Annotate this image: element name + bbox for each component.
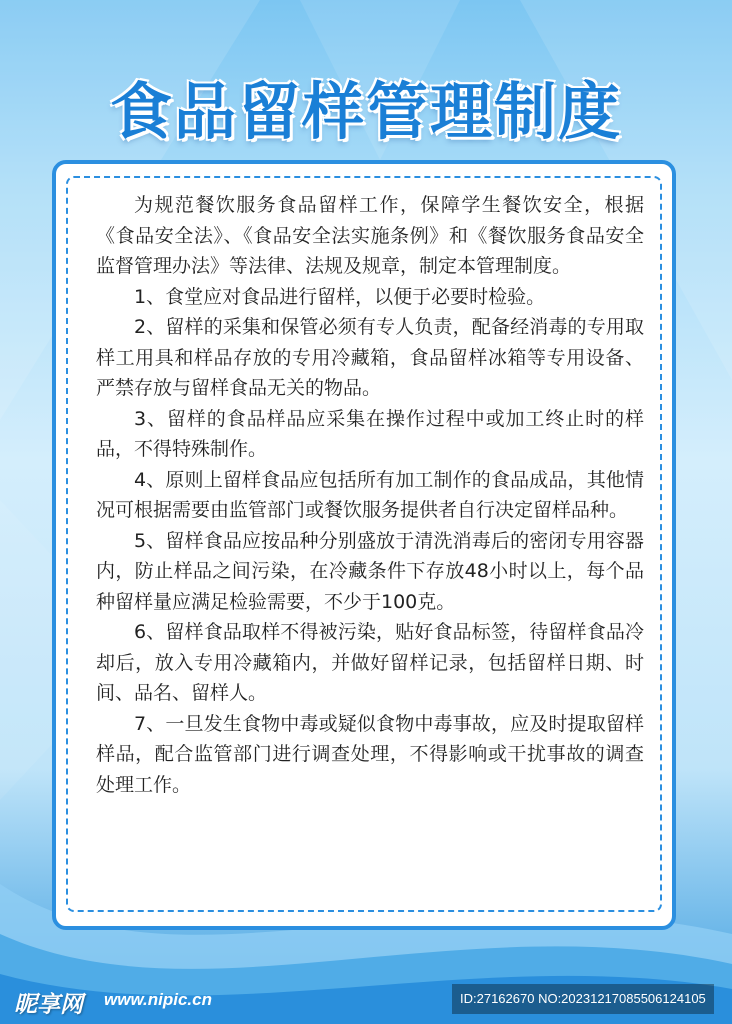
rule-item: 2、留样的采集和保管必须有专人负责，配备经消毒的专用取样工用具和样品存放的专用冷藏箱，食品留样冰箱等专用设备、严禁存放与留样食品无关的物品。 [96, 316, 644, 399]
site-logo: 昵享网 [14, 992, 83, 1018]
watermark-footer [0, 978, 732, 1024]
site-url: www.nipic.cn [104, 990, 212, 1009]
rule-item: 6、留样食品取样不得被污染，贴好食品标签，待留样食品冷却后，放入专用冷藏箱内，并做好留样记录，包括留样日期、时间、品名、留样人。 [96, 621, 644, 704]
regulation-text [96, 190, 644, 800]
rule-item: 5、留样食品应按品种分别盛放于清洗消毒后的密闭专用容器内，防止样品之间污染，在冷藏条件下存放48小时以上，每个品种留样量应满足检验需要，不少于100克。 [96, 529, 644, 613]
rule-item: 3、留样的食品样品应采集在操作过程中或加工终止时的样品，不得特殊制作。 [96, 407, 644, 460]
image-id-label: ID:27162670 NO:20231217085506124105 [452, 984, 714, 1014]
rule-item: 4、原则上留样食品应包括所有加工制作的食品成品，其他情况可根据需要由监管部门或餐饮服务提供者自行决定留样品种。 [96, 468, 644, 521]
rule-item: 7、一旦发生食物中毒或疑似食物中毒事故，应及时提取留样样品，配合监管部门进行调查处理，不得影响或干扰事故的调查处理工作。 [96, 712, 644, 796]
page-title: 食品留样管理制度 [109, 75, 622, 148]
rule-item: 1、食堂应对食品进行留样，以便于必要时检验。 [134, 285, 546, 308]
intro-paragraph: 为规范餐饮服务食品留样工作，保障学生餐饮安全，根据《食品安全法》、《食品安全法实施条例》和《餐饮服务食品安全监督管理办法》等法律、法规及规章，制定本管理制度。 [96, 194, 644, 277]
